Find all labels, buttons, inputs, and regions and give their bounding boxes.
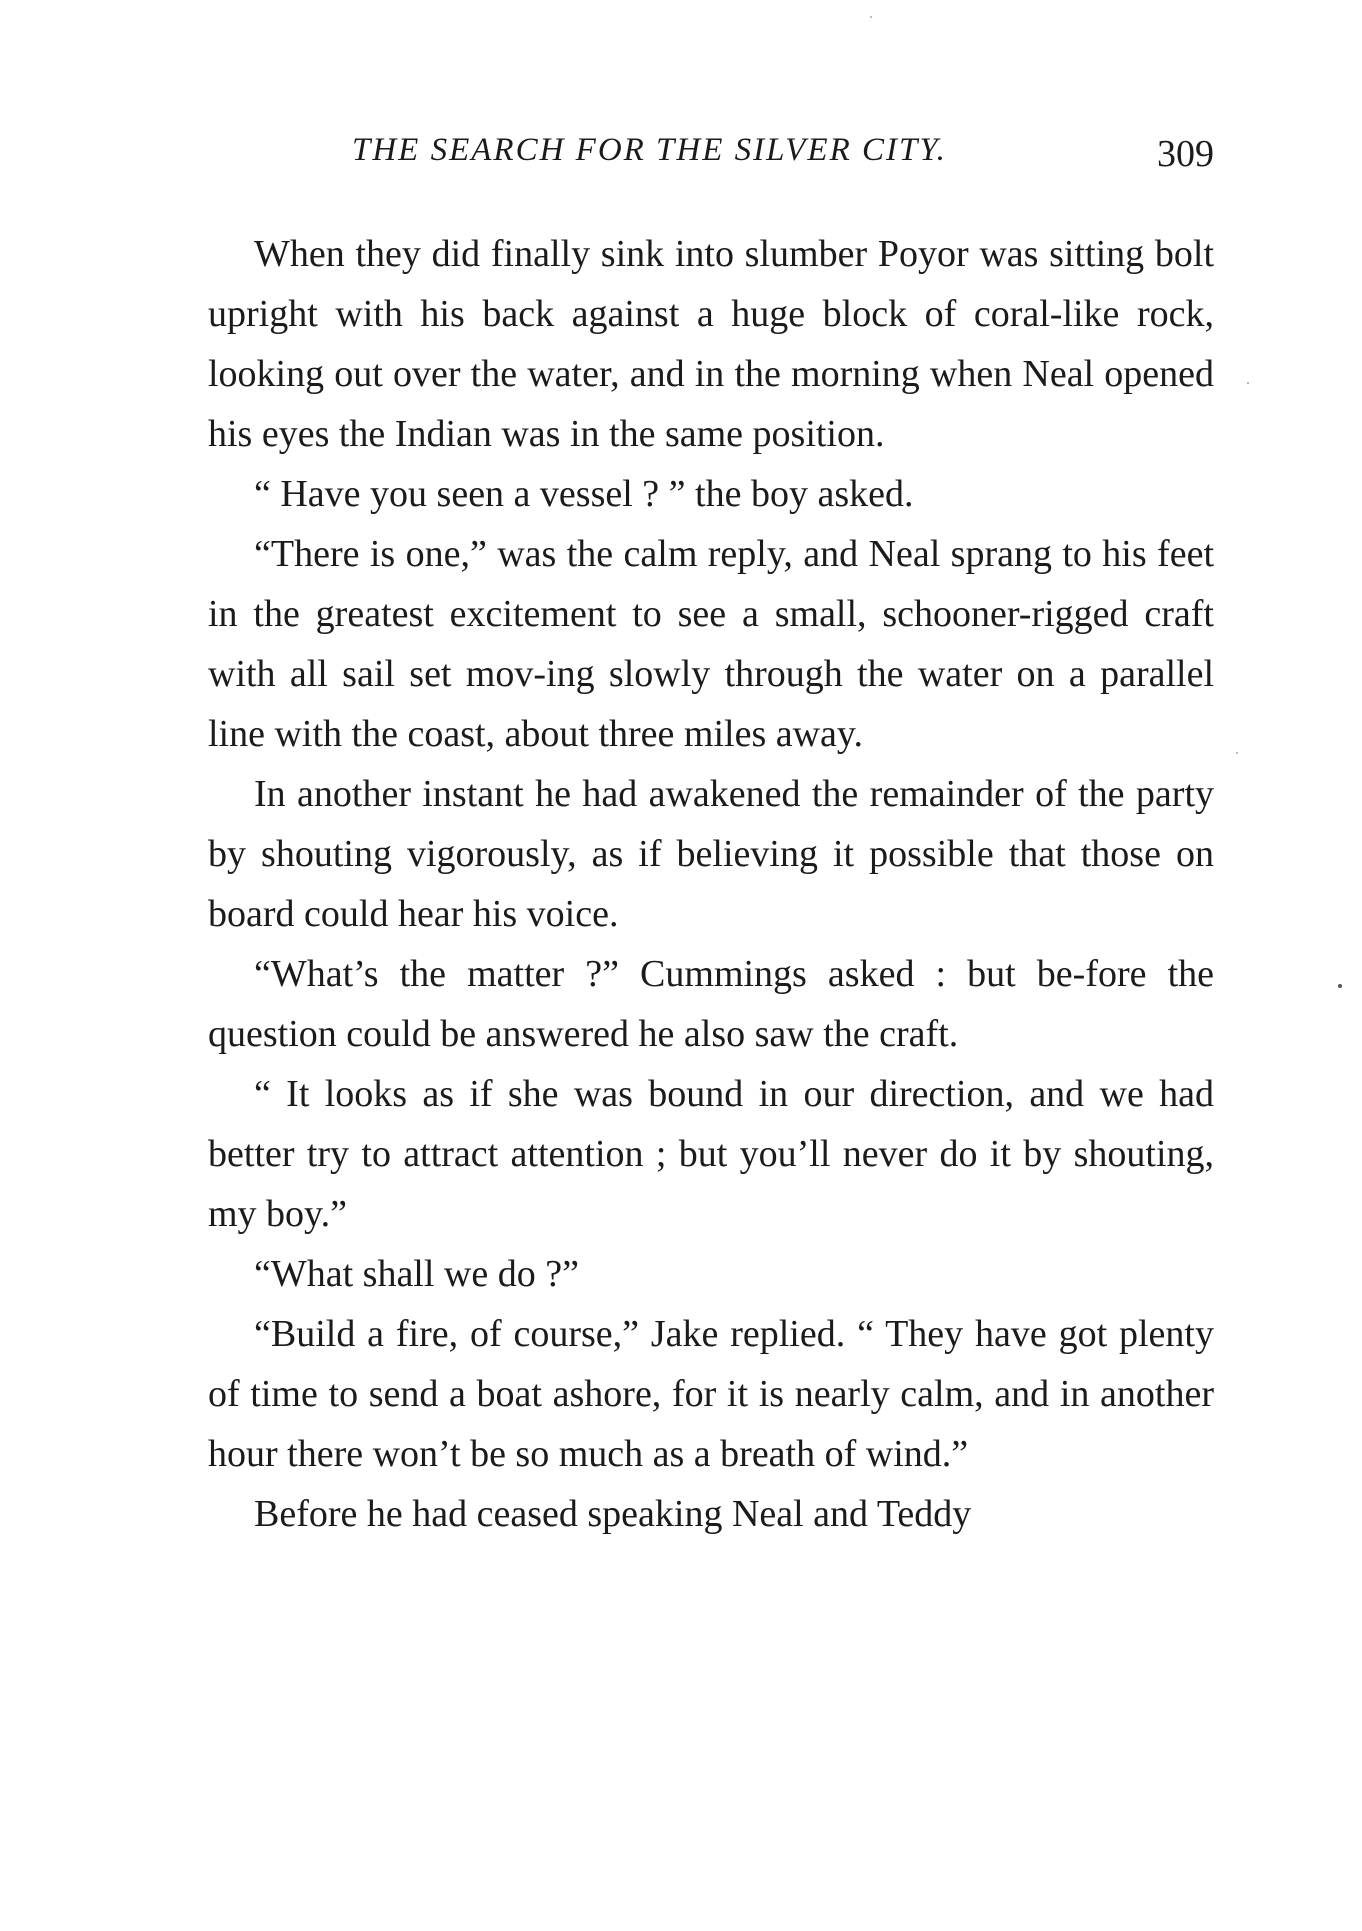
scan-speck [1247,382,1249,384]
paragraph: “What shall we do ?” [254,1253,579,1295]
page-number: 309 [1157,133,1214,175]
running-title: THE SEARCH FOR THE SILVER CITY. [352,132,947,168]
paragraph: “Build a fire, of course,” Jake replied. “ They have got plenty of time to send a boat ashore, for it is nearly calm, and in another hour there won’t be so much as a breath of wind.” [208,1313,1214,1475]
scan-speck [1236,752,1238,754]
paragraph: “ Have you seen a vessel ? ” the boy asked. [254,473,914,515]
running-head [208,132,1214,192]
paragraph: “What’s the matter ?” Cummings asked : but be-fore the question could be answered he also saw the craft. [208,953,1214,1055]
paragraph: “There is one,” was the calm reply, and Neal sprang to his feet in the greatest excitement to see a small, schooner-rigged craft with all sail set mov-ing slowly through the water on a parallel line with the coast, about three miles away. [208,533,1214,755]
paragraph: In another instant he had awakened the remainder of the party by shouting vigorously, as if believing it possible that those on board could hear his voice. [208,773,1214,935]
paragraph: “ It looks as if she was bound in our direction, and we had better try to attract attention ; but you’ll never do it by shouting, my boy.” [208,1073,1214,1235]
scan-speck [870,16,872,18]
paragraph: When they did finally sink into slumber Poyor was sitting bolt upright with his back against a huge block of coral-like rock, looking out over the water, and in the morning when Neal opened his eyes the Indian was in the same position. [208,233,1214,455]
scan-speck [1338,984,1342,988]
body-text [208,224,1214,1544]
paragraph: Before he had ceased speaking Neal and Teddy [254,1493,972,1535]
